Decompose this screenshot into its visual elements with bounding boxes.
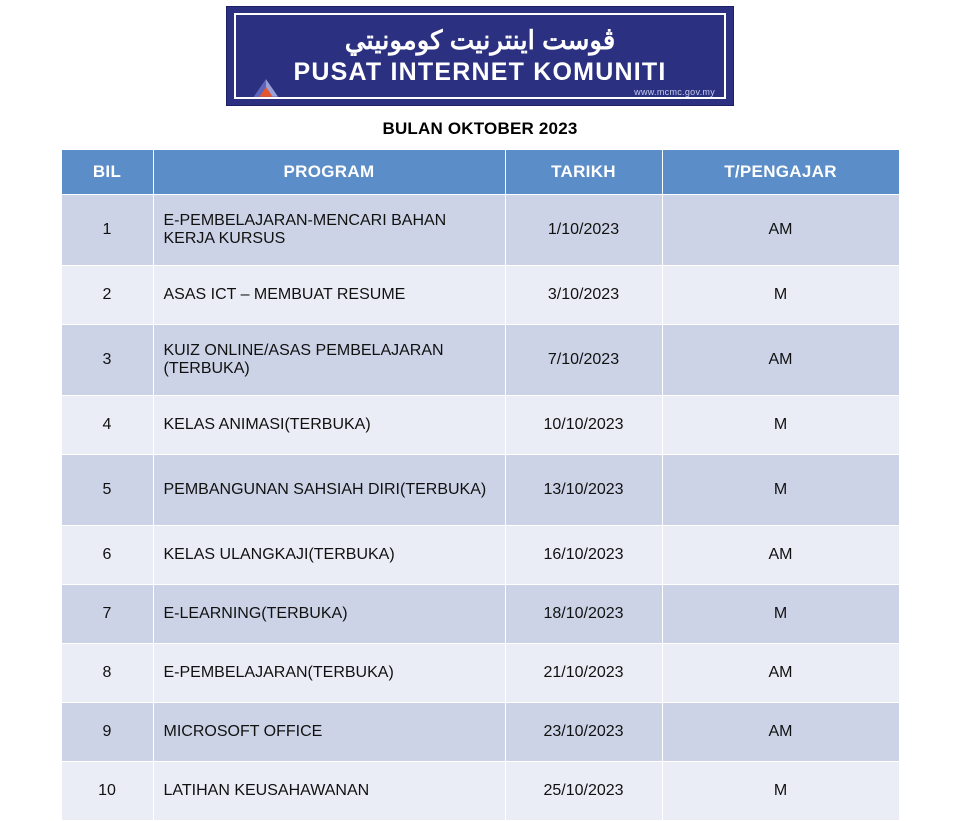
cell-pengajar: AM bbox=[662, 195, 899, 266]
mcmc-logo-icon bbox=[249, 77, 283, 99]
cell-program: E-PEMBELAJARAN(TERBUKA) bbox=[153, 644, 505, 703]
cell-pengajar: M bbox=[662, 455, 899, 526]
cell-tarikh: 7/10/2023 bbox=[505, 325, 662, 396]
cell-tarikh: 13/10/2023 bbox=[505, 455, 662, 526]
page-title: BULAN OKTOBER 2023 bbox=[382, 119, 578, 138]
table-row bbox=[61, 325, 899, 396]
schedule-table bbox=[61, 149, 900, 821]
cell-pengajar: M bbox=[662, 762, 899, 821]
cell-program: LATIHAN KEUSAHAWANAN bbox=[153, 762, 505, 821]
table-row bbox=[61, 396, 899, 455]
cell-tarikh: 25/10/2023 bbox=[505, 762, 662, 821]
table-row bbox=[61, 585, 899, 644]
cell-program: E-LEARNING(TERBUKA) bbox=[153, 585, 505, 644]
cell-program: ASAS ICT – MEMBUAT RESUME bbox=[153, 266, 505, 325]
cell-tarikh: 1/10/2023 bbox=[505, 195, 662, 266]
cell-tarikh: 23/10/2023 bbox=[505, 703, 662, 762]
cell-pengajar: M bbox=[662, 266, 899, 325]
pusat-internet-komuniti-banner bbox=[226, 6, 734, 106]
table-header-row bbox=[61, 150, 899, 195]
cell-program: KELAS ULANGKAJI(TERBUKA) bbox=[153, 526, 505, 585]
banner-jawi-text: ڤوست اينترنيت كومونيتي bbox=[344, 24, 616, 55]
cell-pengajar: M bbox=[662, 585, 899, 644]
cell-tarikh: 18/10/2023 bbox=[505, 585, 662, 644]
cell-bil: 1 bbox=[61, 195, 153, 266]
cell-program: E-PEMBELAJARAN-MENCARI BAHAN KERJA KURSUS bbox=[153, 195, 505, 266]
table-row bbox=[61, 455, 899, 526]
cell-bil: 10 bbox=[61, 762, 153, 821]
table-row bbox=[61, 195, 899, 266]
column-header-pengajar: T/PENGAJAR bbox=[662, 150, 899, 195]
banner-website-url: www.mcmc.gov.my bbox=[634, 87, 715, 97]
table-row bbox=[61, 526, 899, 585]
cell-tarikh: 3/10/2023 bbox=[505, 266, 662, 325]
table-row bbox=[61, 266, 899, 325]
cell-program: MICROSOFT OFFICE bbox=[153, 703, 505, 762]
cell-bil: 2 bbox=[61, 266, 153, 325]
cell-program: KELAS ANIMASI(TERBUKA) bbox=[153, 396, 505, 455]
cell-bil: 9 bbox=[61, 703, 153, 762]
cell-bil: 8 bbox=[61, 644, 153, 703]
cell-pengajar: M bbox=[662, 396, 899, 455]
column-header-program: PROGRAM bbox=[153, 150, 505, 195]
logo-banner-container bbox=[0, 0, 960, 106]
cell-bil: 4 bbox=[61, 396, 153, 455]
cell-pengajar: AM bbox=[662, 703, 899, 762]
cell-bil: 3 bbox=[61, 325, 153, 396]
table-row bbox=[61, 762, 899, 821]
column-header-tarikh: TARIKH bbox=[505, 150, 662, 195]
cell-bil: 6 bbox=[61, 526, 153, 585]
cell-program: KUIZ ONLINE/ASAS PEMBELAJARAN (TERBUKA) bbox=[153, 325, 505, 396]
table-row bbox=[61, 644, 899, 703]
cell-pengajar: AM bbox=[662, 526, 899, 585]
cell-bil: 7 bbox=[61, 585, 153, 644]
cell-tarikh: 10/10/2023 bbox=[505, 396, 662, 455]
cell-bil: 5 bbox=[61, 455, 153, 526]
cell-tarikh: 16/10/2023 bbox=[505, 526, 662, 585]
cell-pengajar: AM bbox=[662, 325, 899, 396]
cell-program: PEMBANGUNAN SAHSIAH DIRI(TERBUKA) bbox=[153, 455, 505, 526]
schedule-table-container bbox=[0, 149, 960, 821]
banner-title-text: PUSAT INTERNET KOMUNITI bbox=[293, 57, 667, 86]
cell-pengajar: AM bbox=[662, 644, 899, 703]
banner-text-block bbox=[294, 26, 667, 87]
cell-tarikh: 21/10/2023 bbox=[505, 644, 662, 703]
table-row bbox=[61, 703, 899, 762]
column-header-bil: BIL bbox=[61, 150, 153, 195]
